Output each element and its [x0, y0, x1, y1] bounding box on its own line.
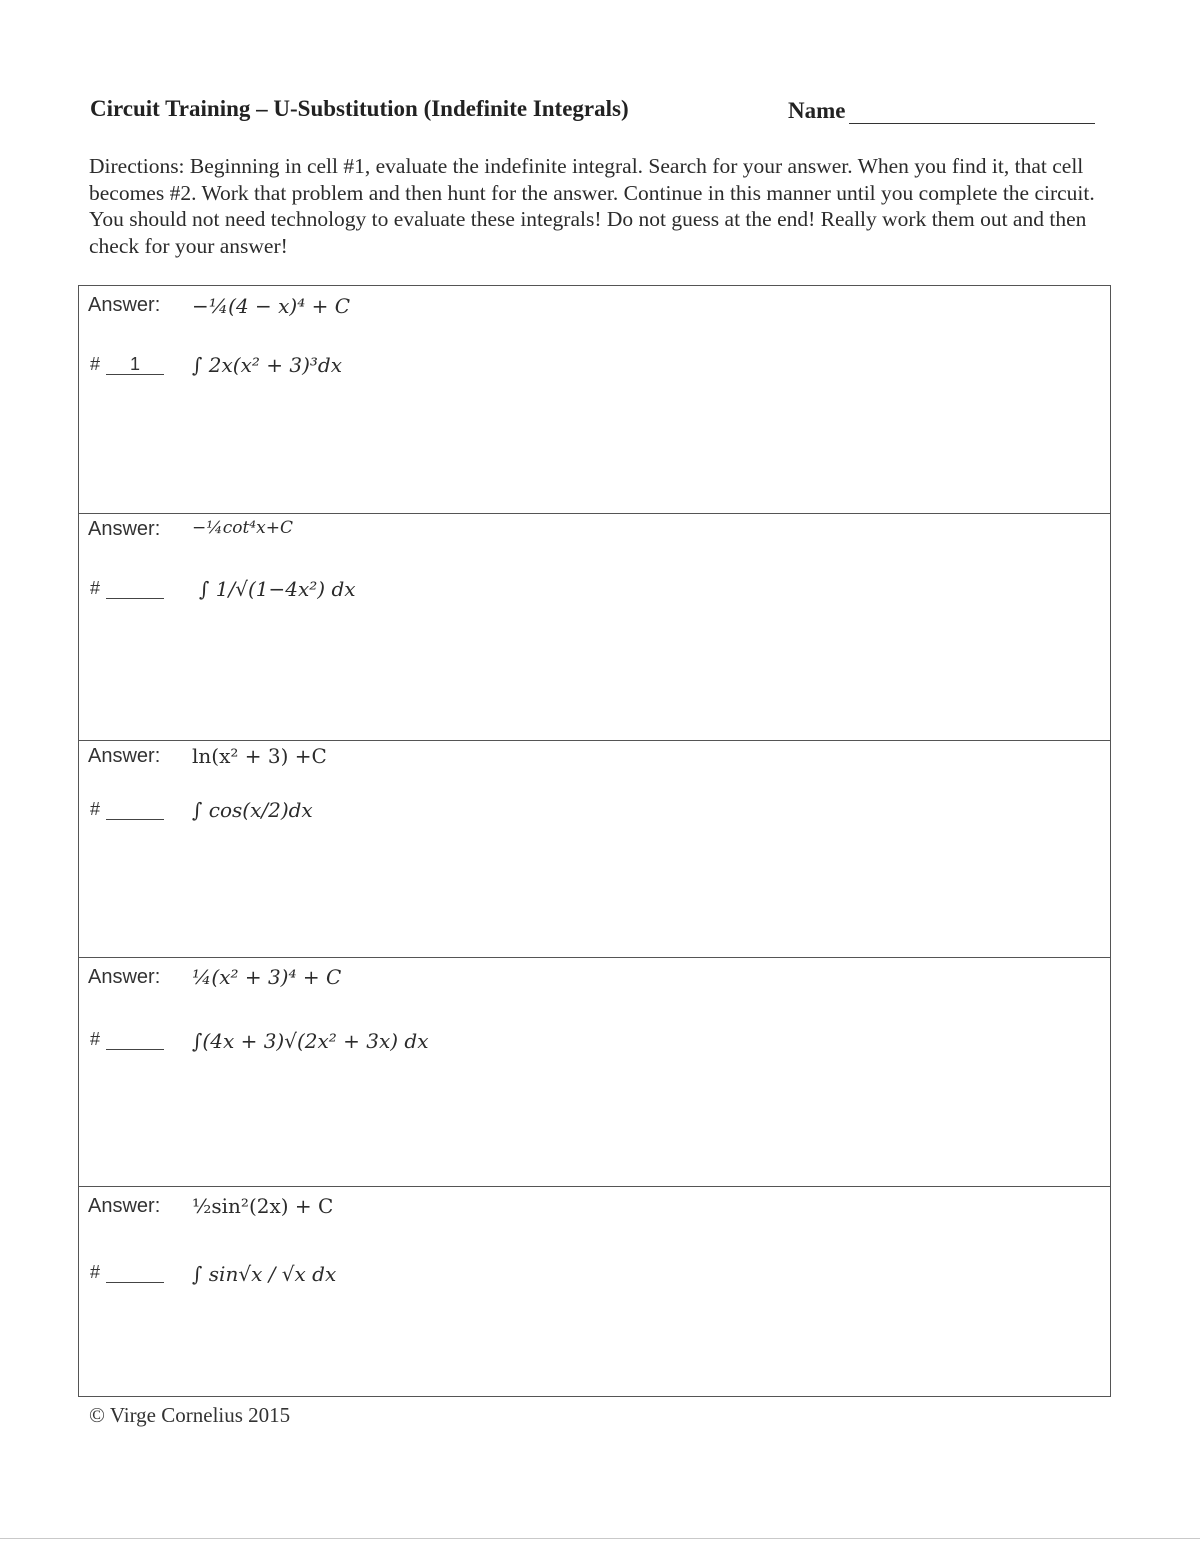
answer-expression: ln(x² + 3) +C [192, 744, 327, 768]
name-line[interactable] [849, 101, 1095, 124]
number-prefix: # [90, 1262, 101, 1282]
answer-expression: ½sin²(2x) + C [192, 1194, 334, 1218]
cell-number[interactable] [90, 354, 164, 375]
answer-expression: −¼cot⁴x+C [192, 518, 293, 538]
number-prefix: # [90, 578, 101, 598]
answer-label: Answer: [88, 1195, 161, 1217]
number-blank[interactable] [106, 578, 164, 599]
cell-number[interactable] [90, 1262, 164, 1283]
circuit-cell [79, 286, 1110, 513]
circuit-cell [79, 957, 1110, 1186]
number-blank[interactable] [106, 799, 164, 820]
number-blank[interactable] [106, 1262, 164, 1283]
name-field[interactable] [788, 98, 1095, 124]
answer-label: Answer: [88, 745, 161, 767]
name-label: Name [788, 98, 846, 123]
answer-expression: ¼(x² + 3)⁴ + C [192, 965, 342, 989]
answer-expression: −¼(4 − x)⁴ + C [192, 294, 351, 318]
circuit-cell [79, 1186, 1110, 1398]
cell-number[interactable] [90, 578, 164, 599]
answer-label: Answer: [88, 294, 161, 316]
number-prefix: # [90, 799, 101, 819]
cell-number[interactable] [90, 1029, 164, 1050]
problem-expression: ∫(4x + 3)√(2x² + 3x) dx [192, 1029, 429, 1053]
answer-label: Answer: [88, 518, 161, 540]
number-prefix: # [90, 354, 101, 374]
directions-text: Directions: Beginning in cell #1, evaluate the indefinite integral. Search for your answer. When you find it, that cell becomes #2. Work that problem and then hunt for the answer. Continue in this manner until you complete the circuit. You should not need technology to evaluate these integrals! Do not guess at the end! Really work them out and then check for your answer! [89, 154, 1095, 258]
problem-expression: ∫ 2x(x² + 3)³dx [192, 353, 342, 377]
scan-edge-line [0, 1538, 1200, 1539]
cell-number[interactable] [90, 799, 164, 820]
problem-expression: ∫ cos(x/2)dx [192, 798, 313, 822]
circuit-cell [79, 513, 1110, 740]
number-prefix: # [90, 1029, 101, 1049]
problem-expression: ∫ 1/√(1−4x²) dx [199, 577, 356, 601]
number-blank[interactable] [106, 1029, 164, 1050]
circuit-grid [78, 285, 1111, 1397]
copyright-footer: © Virge Cornelius 2015 [89, 1403, 291, 1427]
worksheet-title: Circuit Training – U-Substitution (Indefinite Integrals) [90, 96, 629, 121]
problem-expression: ∫ sin√x / √x dx [192, 1262, 337, 1286]
number-blank[interactable]: 1 [106, 354, 164, 375]
directions [89, 153, 1109, 259]
answer-label: Answer: [88, 966, 161, 988]
circuit-cell [79, 740, 1110, 957]
